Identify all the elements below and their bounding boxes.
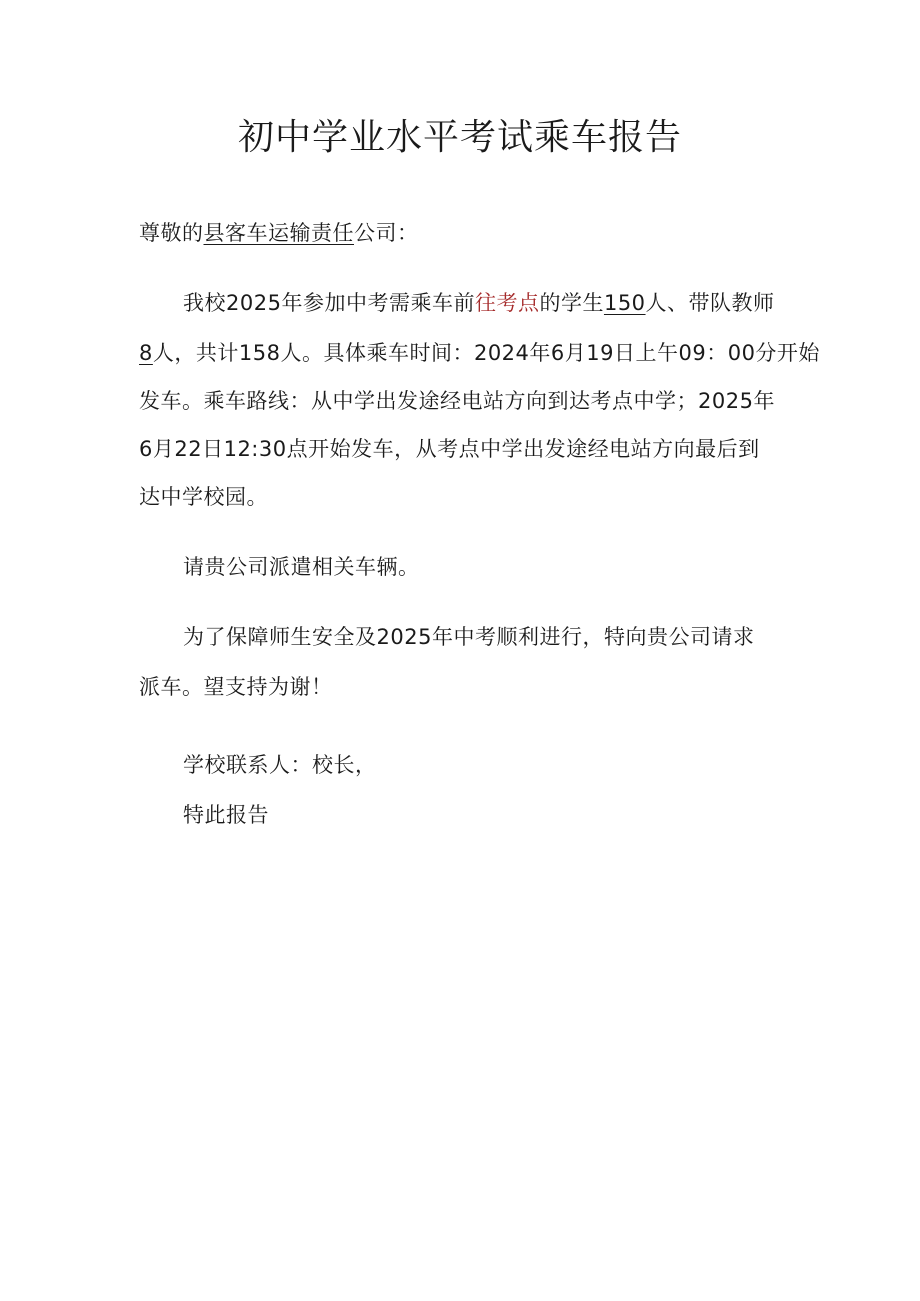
paragraph1-line3: 发车。乘车路线：从中学出发途经电站方向到达考点中学；2025年 <box>139 389 775 413</box>
p1-teacher-count: 8 <box>139 341 153 365</box>
p1-text-d: 人，共计158人。具体乘车时间：2024年6月19日上午09：00分开始 <box>152 341 820 365</box>
closing-line: 特此报告 <box>183 803 269 827</box>
paragraph3-line2: 派车。望支持为谢！ <box>139 675 333 699</box>
salutation-company: 县客车运输责任 <box>203 221 354 245</box>
salutation <box>139 218 419 248</box>
p1-text-a: 我校2025年参加中考需乘车前 <box>183 291 475 315</box>
paragraph3-line1: 为了保障师生安全及2025年中考顺利进行，特向贵公司请求 <box>183 625 755 649</box>
paragraph1-line1 <box>183 288 775 318</box>
contact-line: 学校联系人：校长， <box>183 753 377 777</box>
paragraph2: 请贵公司派遣相关车辆。 <box>183 555 420 579</box>
p1-text-b: 的学生 <box>539 291 604 315</box>
paragraph1-line2 <box>139 338 820 368</box>
salutation-suffix: 公司： <box>354 221 419 245</box>
document-title: 初中学业水平考试乘车报告 <box>237 117 682 158</box>
paragraph1-line5: 达中学校园。 <box>139 485 268 509</box>
paragraph1-line4: 6月22日12:30点开始发车，从考点中学出发途经电站方向最后到 <box>139 437 760 461</box>
salutation-prefix: 尊敬的 <box>139 221 204 245</box>
p1-highlight-destination: 往考点 <box>474 291 540 315</box>
p1-text-c: 人、带队教师 <box>645 291 775 315</box>
p1-student-count: 150 <box>603 291 646 315</box>
